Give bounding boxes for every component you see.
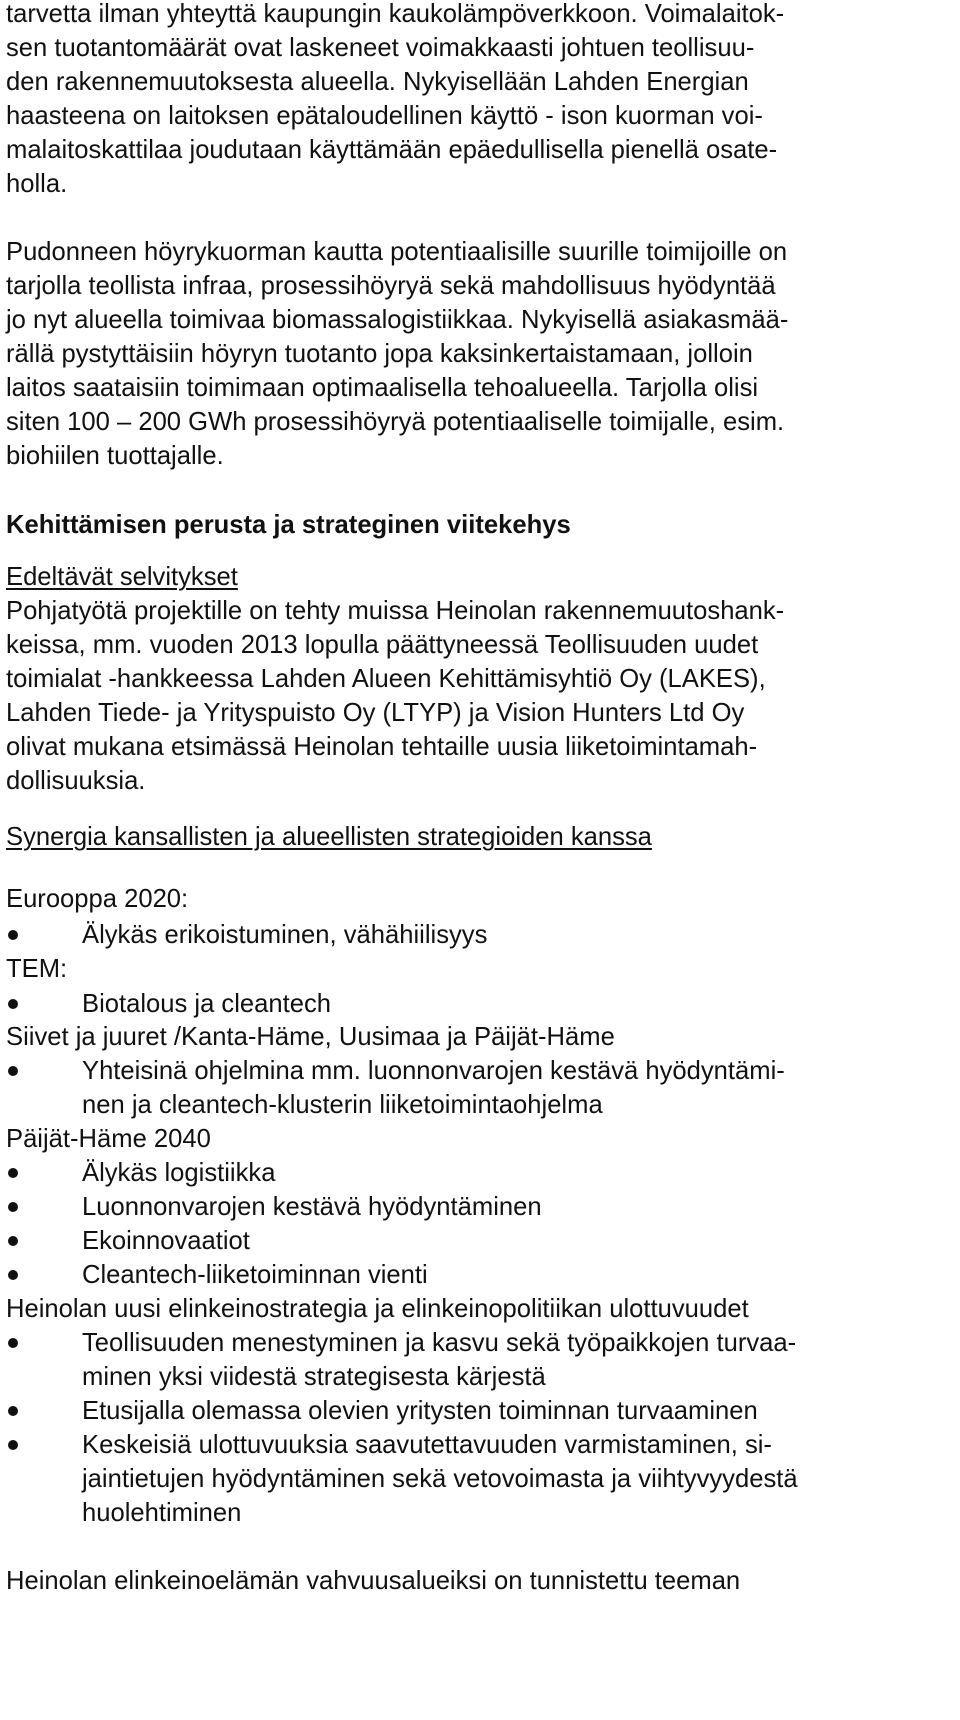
body-text-line: Pohjatyötä projektille on tehty muissa Heinolan rakennemuutoshank-: [6, 597, 785, 625]
bullet-icon: [8, 999, 18, 1009]
body-text-line: sen tuotantomäärät ovat laskeneet voimakkaasti johtuen teollisuu-: [6, 34, 755, 62]
body-text-line: biohiilen tuottajalle.: [6, 442, 224, 470]
body-text-line: olivat mukana etsimässä Heinolan tehtaille uusia liiketoimintamah-: [6, 733, 758, 761]
body-text-line: siten 100 – 200 GWh prosessihöyryä potentiaaliselle toimijalle, esim.: [6, 408, 785, 436]
bullet-icon: [8, 1270, 18, 1280]
body-text-line: malaitoskattilaa joudutaan käyttämään epäedullisella pienellä osate-: [6, 136, 778, 164]
subheading-strategy-synergy: Synergia kansallisten ja alueellisten strategioiden kanssa: [6, 823, 652, 851]
body-text-line: jo nyt alueella toimivaa biomassalogistiikkaa. Nykyisellä asiakasmää-: [6, 306, 789, 334]
body-text-line: den rakennemuutoksesta alueella. Nykyisellään Lahden Energian: [6, 68, 749, 96]
bullet-text: Etusijalla olemassa olevien yritysten toiminnan turvaaminen: [82, 1397, 758, 1425]
bullet-text: minen yksi viidestä strategisesta kärjestä: [82, 1363, 546, 1391]
bullet-text: Älykäs erikoistuminen, vähähiilisyys: [82, 921, 488, 949]
strategy-title: Eurooppa 2020:: [6, 885, 189, 913]
strategy-title: TEM:: [6, 955, 68, 983]
body-text-line: holla.: [6, 170, 68, 198]
bullet-icon: [8, 1440, 18, 1450]
bullet-text: Yhteisinä ohjelmina mm. luonnonvarojen kestävä hyödyntämi-: [82, 1057, 785, 1085]
bullet-icon: [8, 1168, 18, 1178]
bullet-icon: [8, 1202, 18, 1212]
bullet-text: nen ja cleantech-klusterin liiketoimintaohjelma: [82, 1091, 603, 1119]
bullet-text: Cleantech-liiketoiminnan vienti: [82, 1261, 428, 1289]
body-text-line: tarjolla teollista infraa, prosessihöyryä sekä mahdollisuus hyödyntää: [6, 272, 776, 300]
body-text-line: toimialat -hankkeessa Lahden Alueen Kehittämisyhtiö Oy (LAKES),: [6, 665, 766, 693]
bullet-icon: [8, 1406, 18, 1416]
bullet-text: Älykäs logistiikka: [82, 1159, 276, 1187]
strategy-title: Siivet ja juuret /Kanta-Häme, Uusimaa ja Päijät-Häme: [6, 1023, 615, 1051]
bullet-text: Teollisuuden menestyminen ja kasvu sekä työpaikkojen turvaa-: [82, 1329, 797, 1357]
bullet-text: Biotalous ja cleantech: [82, 990, 331, 1018]
body-text-line: dollisuuksia.: [6, 767, 146, 795]
body-text-line: Pudonneen höyrykuorman kautta potentiaalisille suurille toimijoille on: [6, 238, 788, 266]
body-text-line: Lahden Tiede- ja Yrityspuisto Oy (LTYP) ja Vision Hunters Ltd Oy: [6, 699, 745, 727]
body-text-line: laitos saataisiin toimimaan optimaalisella tehoalueella. Tarjolla olisi: [6, 374, 759, 402]
bullet-icon: [8, 1066, 18, 1076]
body-text-line: Heinolan elinkeinoelämän vahvuusalueiksi on tunnistettu teeman: [6, 1567, 741, 1595]
bullet-text: huolehtiminen: [82, 1499, 242, 1527]
subheading-previous-studies: Edeltävät selvitykset: [6, 563, 238, 591]
bullet-text: Luonnonvarojen kestävä hyödyntäminen: [82, 1193, 542, 1221]
body-text-line: rällä pystyttäisiin höyryn tuotanto jopa kaksinkertaistamaan, jolloin: [6, 340, 753, 368]
bullet-text: Keskeisiä ulottuvuuksia saavutettavuuden varmistaminen, si-: [82, 1431, 772, 1459]
bullet-icon: [8, 930, 18, 940]
section-heading: Kehittämisen perusta ja strateginen viitekehys: [6, 511, 571, 539]
body-text-line: keissa, mm. vuoden 2013 lopulla päättyneessä Teollisuuden uudet: [6, 631, 759, 659]
strategy-title: Heinolan uusi elinkeinostrategia ja elinkeinopolitiikan ulottuvuudet: [6, 1295, 749, 1323]
body-text-line: haasteena on laitoksen epätaloudellinen käyttö - ison kuorman voi-: [6, 102, 763, 130]
bullet-text: Ekoinnovaatiot: [82, 1227, 250, 1255]
strategy-title: Päijät-Häme 2040: [6, 1125, 211, 1153]
bullet-icon: [8, 1236, 18, 1246]
body-text-line: tarvetta ilman yhteyttä kaupungin kaukolämpöverkkoon. Voimalaitok-: [6, 0, 785, 28]
bullet-icon: [8, 1338, 18, 1348]
bullet-text: jaintietujen hyödyntäminen sekä vetovoimasta ja viihtyvyydestä: [82, 1465, 798, 1493]
